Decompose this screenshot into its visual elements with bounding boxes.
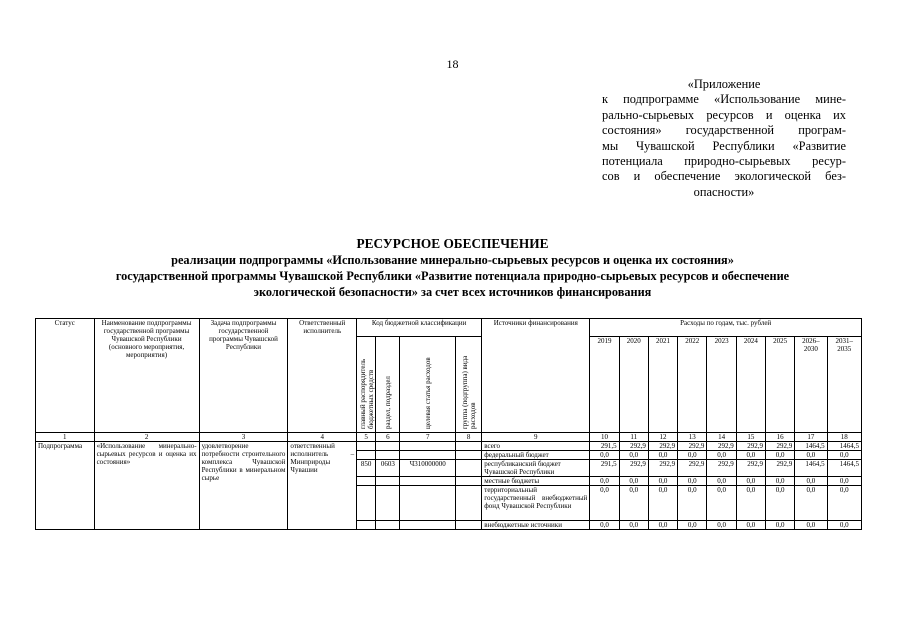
value-cell: 292,9: [765, 442, 794, 451]
table-row: [36, 442, 862, 451]
value-cell: 1464,5: [795, 460, 827, 477]
header-year: 2019: [590, 337, 619, 433]
value-cell: 0,0: [619, 486, 648, 521]
value-cell: 292,9: [736, 442, 765, 451]
code-group: [455, 477, 481, 486]
value-cell: 0,0: [678, 486, 707, 521]
heading-title: РЕСУРСНОЕ ОБЕСПЕЧЕНИЕ: [356, 236, 549, 251]
value-cell: 0,0: [590, 486, 619, 521]
header-name: Наименование подпрограммы государственной программы Чувашской Республики (основного мероприятия, мероприятия): [94, 319, 199, 433]
value-cell: 292,9: [765, 460, 794, 477]
value-cell: 0,0: [827, 451, 861, 460]
header-budget-code: Код бюджетной классификации: [357, 319, 482, 337]
code-target: [400, 521, 456, 530]
column-number: 8: [455, 433, 481, 442]
column-number-row: [36, 433, 862, 442]
value-cell: 291,5: [590, 442, 619, 451]
column-number: 1: [36, 433, 95, 442]
code-group: [455, 486, 481, 521]
value-cell: 0,0: [707, 486, 736, 521]
column-number: 11: [619, 433, 648, 442]
value-cell: 0,0: [736, 477, 765, 486]
column-number: 4: [288, 433, 357, 442]
code-target: [400, 477, 456, 486]
heading-line: экологической безопасности» за счет всех источников финансирования: [253, 285, 652, 299]
value-cell: 0,0: [619, 477, 648, 486]
value-cell: 0,0: [590, 451, 619, 460]
code-grbs: [357, 451, 376, 460]
value-cell: 292,9: [648, 460, 677, 477]
appendix-line: потенциала природно-сырьевых ресур-: [602, 154, 846, 169]
header-section: [376, 337, 400, 433]
appendix-line: «Приложение: [687, 77, 761, 91]
value-cell: 1464,5: [827, 460, 861, 477]
header-year: 2024: [736, 337, 765, 433]
value-cell: 0,0: [678, 451, 707, 460]
value-cell: 0,0: [678, 477, 707, 486]
appendix-line: мы Чувашской Республики «Развитие: [602, 138, 846, 153]
value-cell: 0,0: [736, 451, 765, 460]
code-section: [376, 442, 400, 451]
header-target-text: целевая статья расходов: [423, 357, 432, 429]
value-cell: 0,0: [765, 477, 794, 486]
value-cell: 0,0: [795, 477, 827, 486]
value-cell: 0,0: [648, 477, 677, 486]
header-target: [400, 337, 456, 433]
value-cell: 292,9: [707, 442, 736, 451]
value-cell: 0,0: [648, 521, 677, 530]
code-grbs: [357, 442, 376, 451]
value-cell: 0,0: [619, 521, 648, 530]
code-group: [455, 521, 481, 530]
value-cell: 0,0: [827, 477, 861, 486]
heading-line: реализации подпрограммы «Использование минерально-сырьевых ресурсов и оценка их состояния»: [171, 253, 734, 267]
value-cell: 292,9: [678, 442, 707, 451]
appendix-note: [602, 77, 846, 200]
column-number: 10: [590, 433, 619, 442]
header-source: Источники финансирования: [482, 319, 590, 433]
value-cell: 292,9: [678, 460, 707, 477]
value-cell: 0,0: [765, 521, 794, 530]
value-cell: 291,5: [590, 460, 619, 477]
header-year: 2022: [678, 337, 707, 433]
header-section-text: раздел, подраздел: [383, 376, 392, 429]
code-target: [400, 486, 456, 521]
header-executor: Ответственный исполнитель: [288, 319, 357, 433]
code-target: [400, 451, 456, 460]
page-number: 18: [446, 57, 459, 71]
header-expenses: Расходы по годам, тыс. рублей: [590, 319, 862, 337]
header-year: 2031–2035: [827, 337, 861, 433]
code-group: [455, 442, 481, 451]
code-section: [376, 451, 400, 460]
code-group: [455, 451, 481, 460]
appendix-line: к подпрограмме «Использование мине-: [602, 92, 846, 107]
column-number: 15: [736, 433, 765, 442]
value-cell: 0,0: [590, 521, 619, 530]
header-task: Задача подпрограммы государственной программы Чувашской Республики: [199, 319, 288, 433]
code-target: Ч310000000: [400, 460, 456, 477]
status-cell: Подпрограмма: [36, 442, 95, 530]
header-status: Статус: [36, 319, 95, 433]
appendix-line: сов и обеспечение экологической без-: [602, 169, 846, 184]
value-cell: 0,0: [648, 486, 677, 521]
value-cell: 0,0: [648, 451, 677, 460]
name-cell: «Использование минерально-сырьевых ресурсов и оценка их состояния»: [94, 442, 199, 530]
column-number: 7: [400, 433, 456, 442]
source-cell: территориальный государственный внебюджетный фонд Чувашской Республики: [482, 486, 590, 521]
value-cell: 0,0: [707, 451, 736, 460]
value-cell: 0,0: [590, 477, 619, 486]
code-section: [376, 477, 400, 486]
value-cell: 292,9: [707, 460, 736, 477]
source-cell: республиканский бюджет Чувашской Республики: [482, 460, 590, 477]
code-grbs: 850: [357, 460, 376, 477]
header-year: 2020: [619, 337, 648, 433]
value-cell: 1464,5: [795, 442, 827, 451]
header-grbs: [357, 337, 376, 433]
value-cell: 0,0: [795, 486, 827, 521]
header-year: 2026–2030: [795, 337, 827, 433]
value-cell: 0,0: [678, 521, 707, 530]
column-number: 13: [678, 433, 707, 442]
value-cell: 0,0: [827, 521, 861, 530]
code-group: [455, 460, 481, 477]
header-year: 2025: [765, 337, 794, 433]
value-cell: 292,9: [619, 460, 648, 477]
code-target: [400, 442, 456, 451]
code-grbs: [357, 477, 376, 486]
value-cell: 0,0: [707, 477, 736, 486]
appendix-line: состояния» государственной програм-: [602, 123, 846, 138]
executor-cell: ответственный исполнитель – Минприроды Чувашии: [288, 442, 357, 530]
column-number: 16: [765, 433, 794, 442]
resource-table: [35, 318, 862, 530]
header-year: 2021: [648, 337, 677, 433]
task-cell: удовлетворение потребности строительного комплекса Чувашской Республики в минеральном сырье: [199, 442, 288, 530]
document-heading: [0, 236, 905, 300]
code-grbs: [357, 521, 376, 530]
source-cell: федеральный бюджет: [482, 451, 590, 460]
source-cell: местные бюджеты: [482, 477, 590, 486]
code-section: [376, 521, 400, 530]
value-cell: 0,0: [736, 486, 765, 521]
column-number: 14: [707, 433, 736, 442]
header-group: [455, 337, 481, 433]
header-grbs-text: главный распорядитель бюджетных средств: [359, 358, 376, 429]
column-number: 5: [357, 433, 376, 442]
value-cell: 1464,5: [827, 442, 861, 451]
header-group-text: группа (подгруппа) вида расходов: [460, 355, 477, 429]
value-cell: 292,9: [648, 442, 677, 451]
value-cell: 0,0: [827, 486, 861, 521]
column-number: 9: [482, 433, 590, 442]
value-cell: 0,0: [736, 521, 765, 530]
code-section: 0603: [376, 460, 400, 477]
column-number: 17: [795, 433, 827, 442]
value-cell: 0,0: [765, 486, 794, 521]
value-cell: 0,0: [795, 521, 827, 530]
code-section: [376, 486, 400, 521]
code-grbs: [357, 486, 376, 521]
appendix-line: рально-сырьевых ресурсов и оценка их: [602, 107, 846, 122]
column-number: 3: [199, 433, 288, 442]
appendix-line: опасности»: [693, 184, 755, 199]
value-cell: 0,0: [619, 451, 648, 460]
heading-line: государственной программы Чувашской Республики «Развитие потенциала природно-сырьевых ресурсов и обеспечение: [115, 269, 790, 283]
value-cell: 292,9: [619, 442, 648, 451]
header-year: 2023: [707, 337, 736, 433]
column-number: 6: [376, 433, 400, 442]
value-cell: 0,0: [707, 521, 736, 530]
source-cell: внебюджетные источники: [482, 521, 590, 530]
value-cell: 0,0: [795, 451, 827, 460]
column-number: 2: [94, 433, 199, 442]
source-cell: всего: [482, 442, 590, 451]
column-number: 18: [827, 433, 861, 442]
value-cell: 0,0: [765, 451, 794, 460]
value-cell: 292,9: [736, 460, 765, 477]
column-number: 12: [648, 433, 677, 442]
